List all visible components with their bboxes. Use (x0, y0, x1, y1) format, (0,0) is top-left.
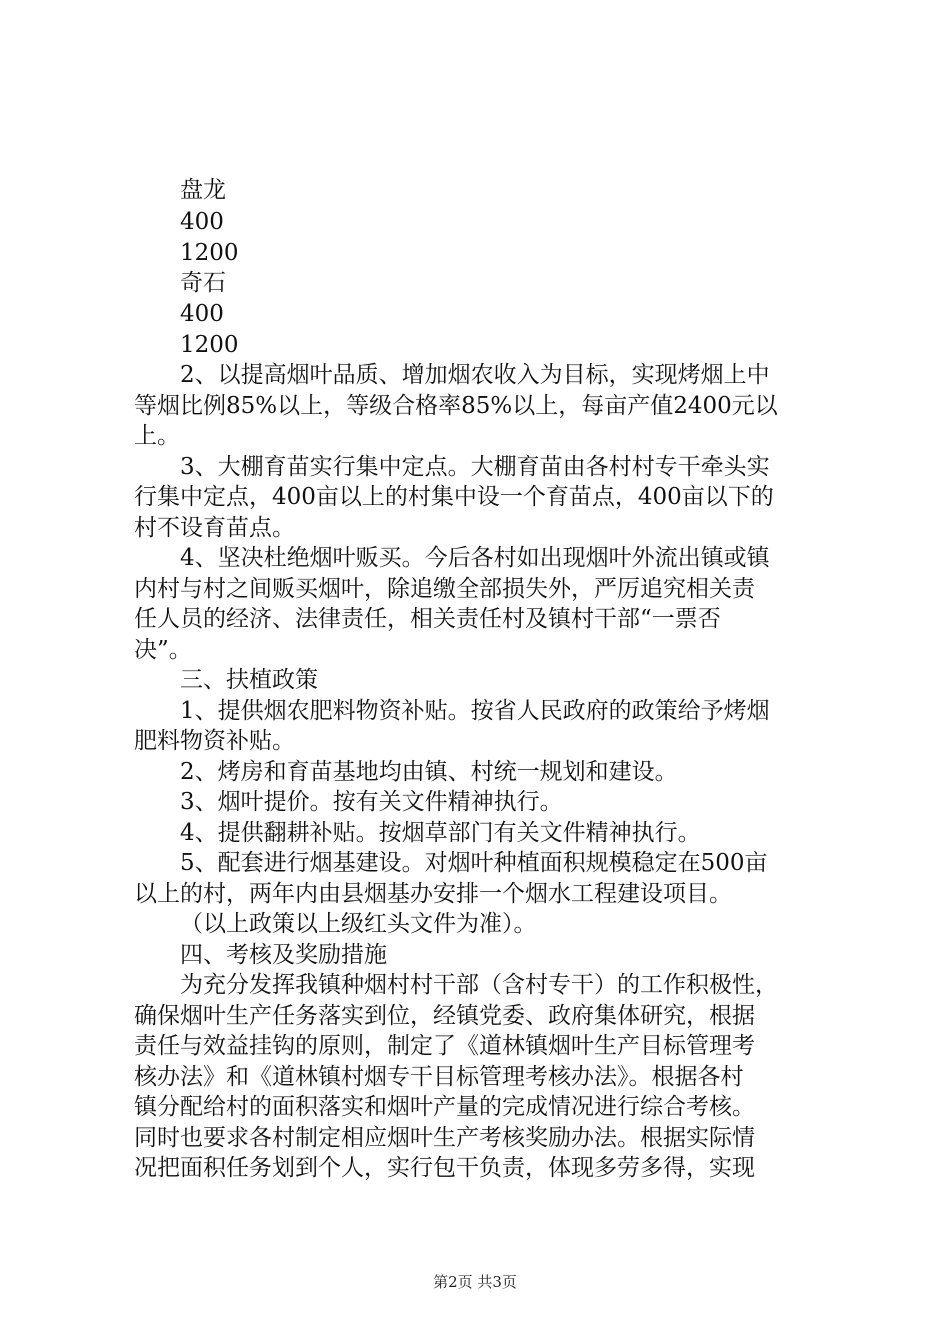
text-line: 3、烟叶提价。按有关文件精神执行。 (180, 789, 563, 815)
text-line: 以上的村，两年内由县烟基办安排一个烟水工程建设项目。 (134, 881, 732, 907)
text-line: 况把面积任务划到个人，实行包干负责，体现多劳多得，实现 (134, 1155, 755, 1181)
text-line: 责任与效益挂钩的原则，制定了《道林镇烟叶生产目标管理考 (134, 1033, 755, 1059)
text-line: 1200 (180, 240, 239, 266)
text-line: 2、烤房和育苗基地均由镇、村统一规划和建设。 (180, 759, 678, 785)
section-heading: 三、扶植政策 (180, 667, 318, 693)
section-heading: 四、考核及奖励措施 (180, 942, 387, 968)
text-line: 内村与村之间贩买烟叶，除追缴全部损失外，严厉追究相关责 (134, 576, 755, 602)
text-line: 为充分发挥我镇种烟村村干部（含村专干）的工作积极性， (180, 972, 778, 998)
text-line: 上。 (134, 423, 180, 449)
text-line: 1200 (180, 332, 239, 358)
page-number: 第2页 共3页 (433, 1273, 517, 1291)
text-line: 1、提供烟农肥料物资补贴。按省人民政府的政策给予烤烟 (180, 698, 770, 724)
text-line: （以上政策以上级红头文件为准）。 (180, 911, 537, 937)
text-line: 4、坚决杜绝烟叶贩买。今后各村如出现烟叶外流出镇或镇 (180, 545, 770, 571)
text-line: 4、提供翻耕补贴。按烟草部门有关文件精神执行。 (180, 820, 701, 846)
text-line: 村不设育苗点。 (134, 515, 295, 541)
text-line: 任人员的经济、法律责任，相关责任村及镇村干部“一票否 (134, 606, 721, 632)
text-line: 确保烟叶生产任务落实到位，经镇党委、政府集体研究，根据 (134, 1003, 755, 1029)
text-line: 行集中定点，400亩以上的村集中设一个育苗点，400亩以下的 (134, 484, 774, 510)
text-line: 决”。 (134, 637, 192, 663)
text-line: 核办法》和《道林镇村烟专干目标管理考核办法》。根据各村 (134, 1064, 744, 1090)
text-line: 盘龙 (180, 177, 226, 203)
text-line: 400 (180, 301, 224, 327)
text-line: 肥料物资补贴。 (134, 728, 295, 754)
text-line: 等烟比例85%以上，等级合格率85%以上，每亩产值2400元以 (134, 393, 778, 419)
text-line: 镇分配给村的面积落实和烟叶产量的完成情况进行综合考核。 (134, 1094, 755, 1120)
text-line: 奇石 (180, 270, 226, 296)
text-line: 3、大棚育苗实行集中定点。大棚育苗由各村村专干牵头实 (180, 454, 770, 480)
text-line: 同时也要求各村制定相应烟叶生产考核奖励办法。根据实际情 (134, 1125, 755, 1151)
text-line: 2、以提高烟叶品质、增加烟农收入为目标，实现烤烟上中 (180, 362, 770, 388)
text-line: 400 (180, 209, 224, 235)
text-line: 5、配套进行烟基建设。对烟叶种植面积规模稳定在500亩 (180, 850, 768, 876)
